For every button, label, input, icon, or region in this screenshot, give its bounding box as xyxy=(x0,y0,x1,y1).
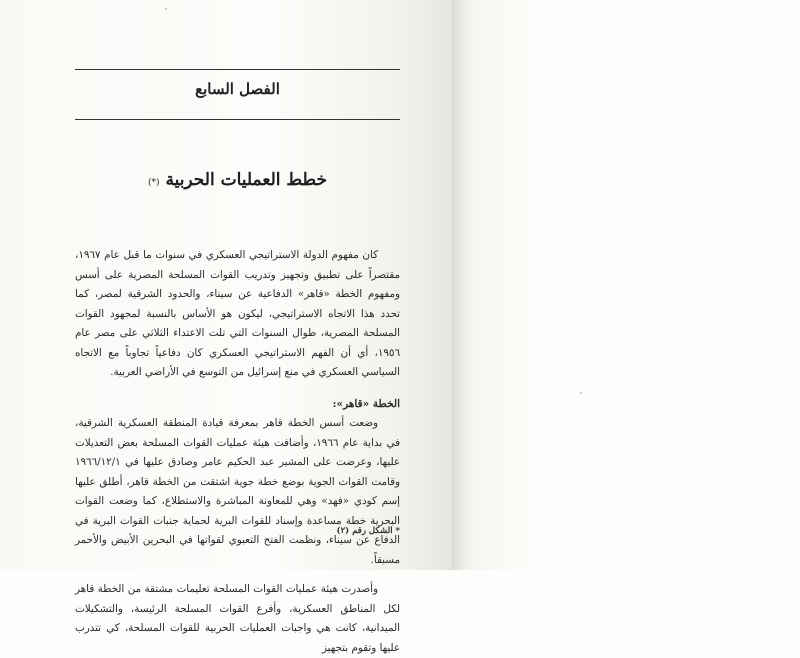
right-page-blank xyxy=(476,0,800,570)
section-heading: الخطة «قاهر»: xyxy=(332,397,400,410)
title-text: خطط العمليات الحربية xyxy=(165,170,327,190)
intro-paragraph: كان مفهوم الدولة الاستراتيجي العسكري في سنوات ما قبل عام ١٩٦٧، مقتصراً على تطبيق وتجهيز وتدريب القوات المسلحة المصرية على أسس ومفهوم الخطة «قاهر» الدفاعية عن سيناء، والحدود الشرقية لمصر، كما تحدد هذا الاتجاه الاستراتيجي، ليكون هو الأساس بالنسبة لمجهود القوات المسلحة المصرية، طوال السنوات التي تلت الاعتداء الثلاثي على مصر عام ١٩٥٦، أي أن الفهم الاستراتيجي العسكري كان دفاعياً تجاوباً مع الاتجاه السياسي العسكري في منع إسرائيل من التوسع في الأراضي العربية. xyxy=(75,249,400,378)
section-paragraph: وأصدرت هيئة عمليات القوات المسلحة تعليمات مشتقة من الخطة قاهر لكل المناطق العسكرية، وأفرع القوات المسلحة الرئيسة، والتشكيلات الميدانية، كانت هي واجبات العمليات الحربية للقوات المسلحة، كي تتدرب عليها وتقوم بتجهيز xyxy=(75,583,400,654)
text-column xyxy=(75,0,400,654)
title-footnote-mark: (*) xyxy=(148,178,160,188)
scan-speck xyxy=(580,392,582,394)
header-rule-top xyxy=(75,69,400,70)
chapter-label: الفصل السابع xyxy=(195,80,280,98)
header-rule-bottom xyxy=(75,119,400,120)
body-text xyxy=(75,246,400,658)
footnote: * الشكل رقم (٢) xyxy=(336,526,400,536)
page-title xyxy=(75,170,400,190)
section-paragraph: وضعت أسس الخطة قاهر بمعرفة قيادة المنطقة العسكرية الشرقية، في بداية عام ١٩٦٦، وأضافت هيئة عمليات القوات المسلحة بعض التعديلات عليها، وعرضت على المشير عبد الحكيم عامر وصادق عليها في ١٩٦٦/١٢/١ وقامت القوات الجوية بوضع خطة جوية اشتقت من الخطة قاهر، أطلق عليها إسم كودي «فهد» وهي للمعاونة المباشرة والاستطلاع، كما وضعت القوات البحرية خطة مساعدة وإسناد للقوات البرية لحماية جنبات القوات البرية في الدفاع عن سيناء، ونظمت الفتح التعبوي لقواتها في البحرين الأبيض والأحمر مسبقاً. xyxy=(75,417,400,566)
book-gutter xyxy=(452,0,476,570)
